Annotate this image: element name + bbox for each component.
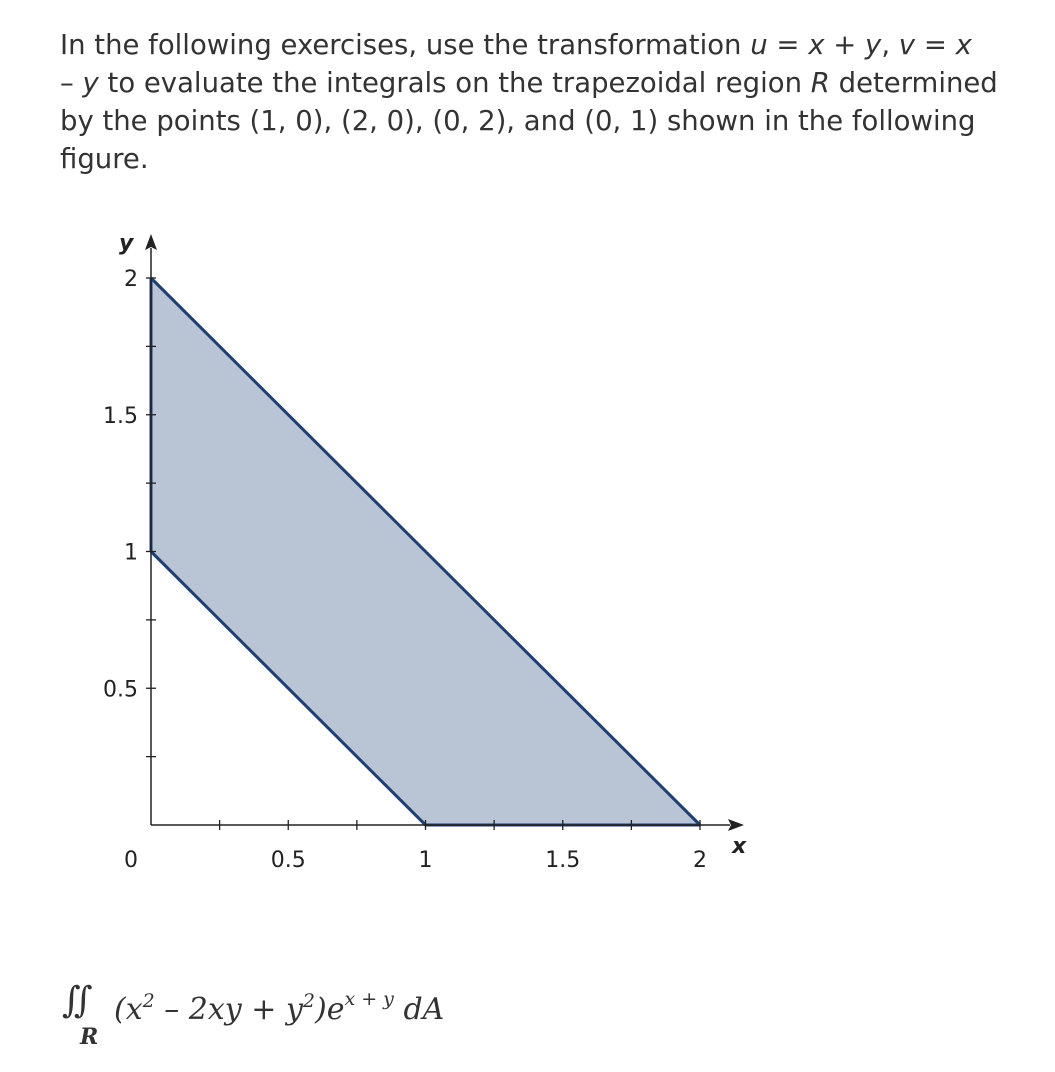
integrand-part: (x [114,992,143,1027]
integrand-part: )e [315,992,345,1027]
differential: dA [393,992,445,1027]
x-tick-label: 0.5 [270,848,306,873]
y-tick-label: 0.5 [103,677,138,703]
x-axis-arrow-icon [728,819,744,831]
intro-text: In the following exercises, use the transformation [60,29,742,61]
exponent: x + y [344,988,394,1010]
var-u: u [750,29,768,61]
y-tick-label: 1 [124,540,138,566]
x-tick-label: 1 [418,848,433,873]
equals-sign: = [776,29,809,61]
var-x: x [955,29,972,61]
y-axis-label: y [119,231,134,256]
region-var: R [810,67,830,99]
exponent: 2 [142,990,155,1012]
y-tick-label: 1.5 [103,403,138,429]
x-tick-label: 0 [124,848,138,873]
integral-region: R [80,1024,99,1050]
y-axis-arrow-icon [145,234,157,250]
middle-text: to evaluate the integrals on the trapezoidal region [107,67,803,99]
integrand [114,988,444,1027]
var-v: v [898,29,916,61]
ending-text: determined by the points (1, 0), (2, 0), (0, 2), and (0, 1) shown in the following figure. [60,67,998,175]
minus-sign: – [60,67,83,99]
integrand-part: – 2xy + y [154,992,303,1027]
plus-sign: + [833,29,866,61]
y-tick-label: 2 [124,267,138,292]
var-y: y [865,29,882,61]
x-tick-label: 1.5 [545,848,581,873]
x-tick-label: 2 [693,848,707,873]
comma: , [881,29,899,61]
exponent: 2 [302,990,315,1012]
equals-sign: = [923,29,956,61]
x-axis-label: x [732,834,747,859]
double-integral-symbol: ∬ [62,980,93,1021]
var-x: x [808,29,825,61]
var-y: y [82,67,99,99]
integral-expression [62,980,662,1070]
